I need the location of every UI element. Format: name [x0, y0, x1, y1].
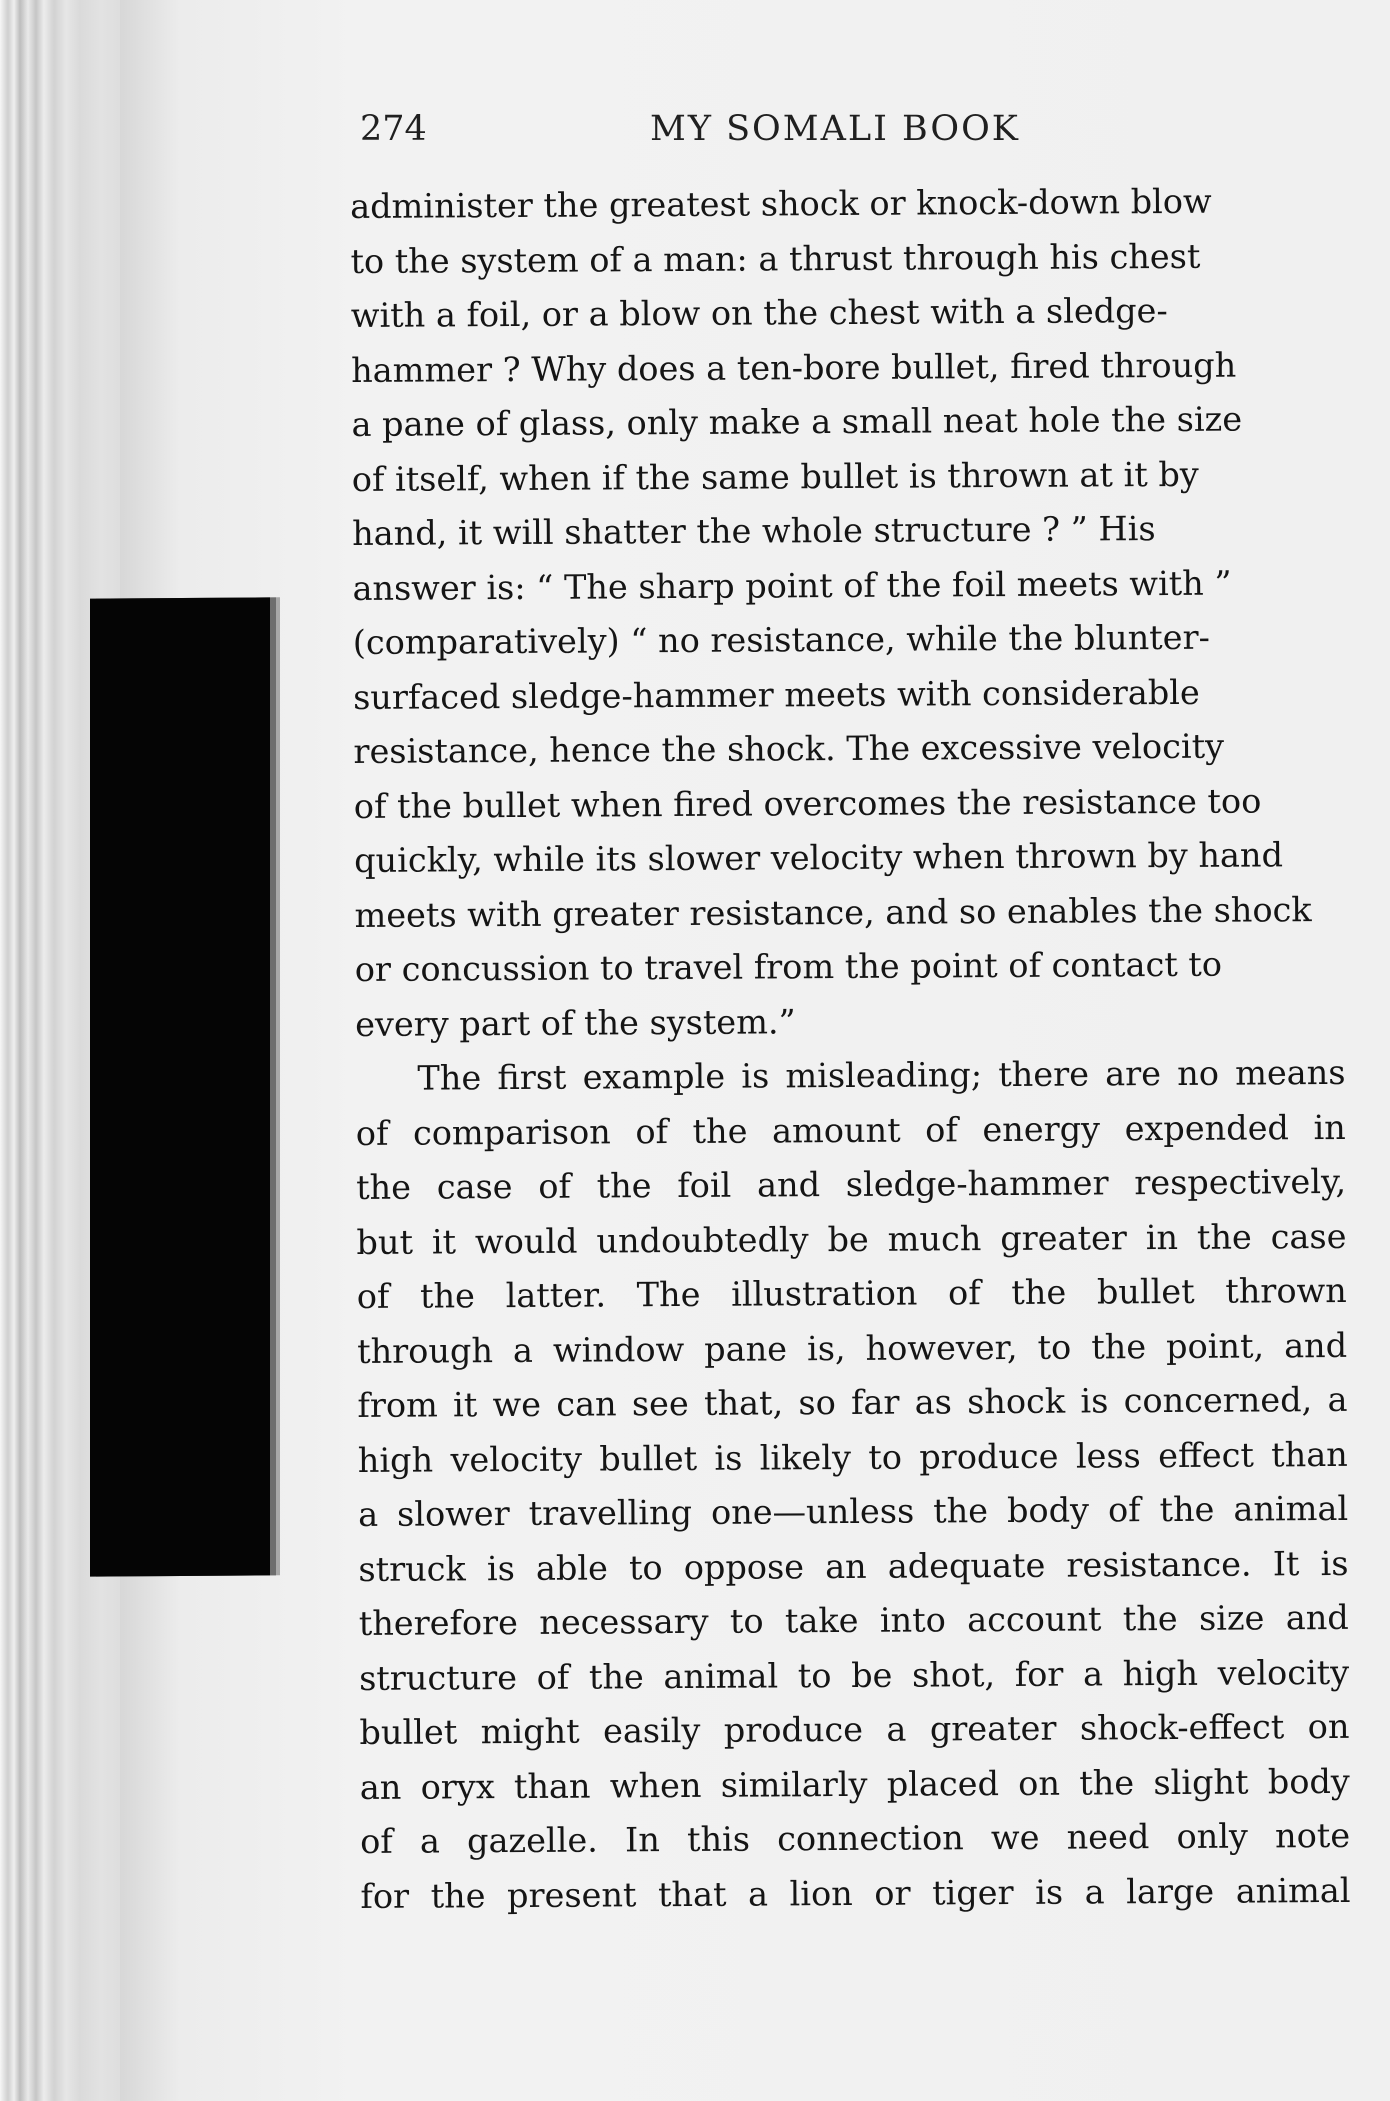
running-head — [360, 104, 1060, 154]
paragraph-2: The first example is misleading; there are no means of comparison of the amount of energy expended in the case of the foil and sledge-hammer respectively, but it would undoubtedly be much greater in the case of the latter. The illustration of the bullet thrown through a window pane is, however, to the point, and from it we can see that, so far as shock is concerned, a high velocity bullet is likely to produce less effect than a slower travelling one—unless the body of the animal struck is able to oppose an adequate resistance. It is therefore necessary to take into account the size and structure of the animal to be shot, for a high velocity bullet might easily produce a greater shock-effect on an oryx than when similarly placed on the slight body of a gazelle. In this connection we need only note for the present that a lion or tiger is a large animal — [355, 1052, 1351, 1916]
black-tab-marker — [90, 597, 270, 1576]
book-title: MY SOMALI BOOK — [650, 109, 1020, 149]
text-column — [350, 174, 1351, 1920]
page-number: 274 — [360, 109, 427, 149]
paragraph-1: administer the greatest shock or knock-down blow to the system of a man: a thrust through his chest with a foil, or a blow on the chest with a sledge- hammer ? Why does a ten-bore bullet, fired through a pane of glass, only make a small neat hole the size of itself, when if the same bullet is thrown at it by hand, it will shatter the whole structure ? ” His answer is: “ The sharp point of the foil meets with ” (comparatively) “ no resistance, while the blunter- surfaced sledge-hammer meets with considerable resistance, hence the shock. The excessive velocity of the bullet when fired overcomes the resistance too quickly, while its slower velocity when thrown by hand meets with greater resistance, and so enables the shock or concussion to travel from the point of contact to every part of the system.” — [350, 181, 1312, 1044]
